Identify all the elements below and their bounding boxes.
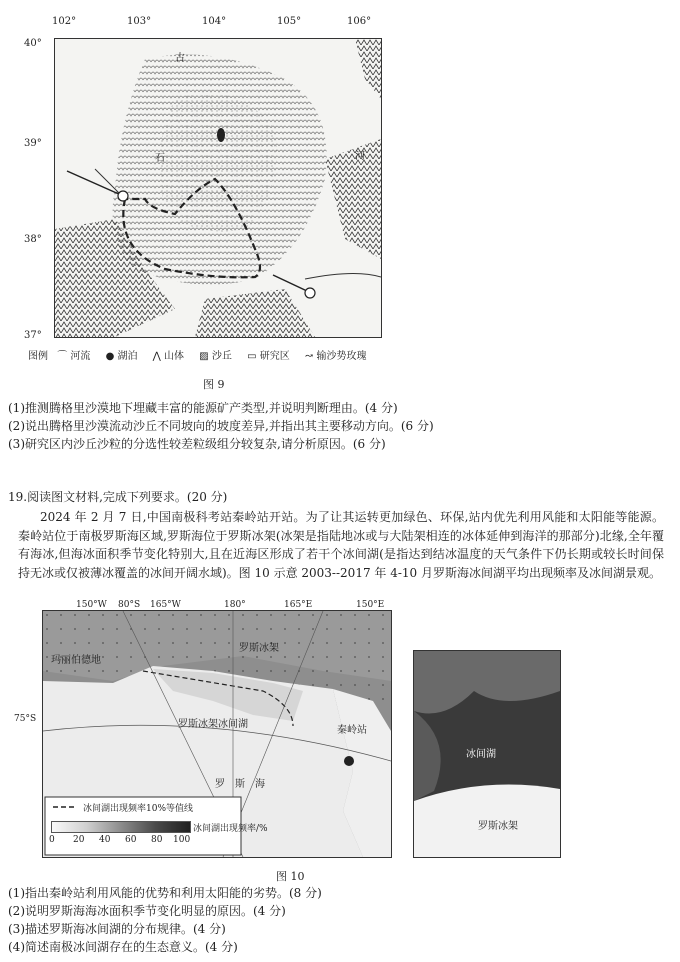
lat-label: 75°S [14, 714, 37, 724]
lat-label: 40° [24, 38, 42, 49]
lon-label: 80°S [118, 600, 141, 610]
tengger-desert-map [54, 38, 382, 338]
figure9-legend [28, 347, 378, 362]
lon-label: 102° [52, 16, 77, 27]
figure9-caption: 图 9 [203, 378, 225, 391]
lat-label: 37° [24, 330, 42, 341]
bar-tick: 20 [73, 835, 85, 845]
legend-sediment: ↝ 输沙势玫瑰 [304, 351, 367, 362]
photo-label-polynya: 冰间湖 [466, 749, 496, 760]
lon-label: 105° [277, 16, 302, 27]
legend-river: ⌒ 河流 [57, 351, 91, 362]
q19-heading: 19.阅读图文材料,完成下列要求。(20 分) [8, 490, 228, 504]
lon-label: 150°E [356, 600, 385, 610]
polynya-photo [413, 650, 561, 858]
colorbar-title: 冰间湖出现频率/% [193, 824, 268, 834]
place-label: 石 [155, 153, 165, 164]
place-label: 河 [355, 151, 365, 162]
lon-label: 165°E [284, 600, 313, 610]
place-polynya: 罗斯冰架冰间湖 [178, 719, 248, 730]
lon-label: 150°W [76, 600, 107, 610]
bar-tick: 100 [173, 835, 191, 845]
photo-label-shelf: 罗斯冰架 [478, 821, 518, 832]
fig10-question-1: (1)指出秦岭站利用风能的优势和利用太阳能的劣势。(8 分) [8, 886, 322, 900]
lon-label: 103° [127, 16, 152, 27]
legend-dune: ▨ 沙丘 [199, 351, 232, 362]
bar-tick: 80 [151, 835, 163, 845]
fig10-question-4: (4)简述南极冰间湖存在的生态意义。(4 分) [8, 940, 238, 954]
fig10-question-3: (3)描述罗斯海冰间湖的分布规律。(4 分) [8, 922, 226, 936]
fig10-question-2: (2)说明罗斯海海冰面积季节变化明显的原因。(4 分) [8, 904, 286, 918]
lon-label: 106° [347, 16, 372, 27]
bar-tick: 60 [125, 835, 137, 845]
frequency-colorbar [51, 821, 191, 833]
place-station: 秦岭站 [337, 725, 367, 736]
place-sea: 罗 斯 海 [215, 779, 265, 790]
desert-map-graphic [55, 39, 381, 337]
place-land-west: 玛丽伯德地 [51, 655, 101, 666]
fig9-question-1: (1)推测腾格里沙漠地下埋藏丰富的能源矿产类型,并说明判断理由。(4 分) [8, 401, 398, 415]
legend-contour-line: 冰间湖出现频率10%等值线 [83, 804, 194, 814]
legend-title: 图例 [28, 351, 48, 362]
lon-label: 180° [224, 600, 246, 610]
ross-sea-map [42, 610, 392, 858]
lat-label: 38° [24, 234, 42, 245]
legend-study-area: ▭ 研究区 [247, 351, 290, 362]
bar-tick: 0 [49, 835, 55, 845]
lon-label: 165°W [150, 600, 181, 610]
lon-label: 104° [202, 16, 227, 27]
fig9-question-2: (2)说出腾格里沙漠流动沙丘不同坡向的坡度差异,并指出其主要移动方向。(6 分) [8, 419, 434, 433]
figure10-caption: 图 10 [276, 870, 305, 883]
legend-mountain: ⋀ 山体 [152, 351, 185, 362]
lat-label: 39° [24, 138, 42, 149]
place-label: 古 [175, 53, 185, 64]
q19-paragraph: 2024 年 2 月 7 日,中国南极科考站秦岭站开站。为了让其运转更加绿色、环保,站内优先利用风能和太阳能等能源。秦岭站位于南极罗斯海区域,罗斯海位于罗斯冰架(冰架是指陆地冰或与大陆架相连的冰体延伸到海洋的那部分)北缘,全年覆有海冰,但海冰面积季节变化特别大,且在近海区形成了若干个冰间湖(是指达到结冰温度的天气条件下仍长期或较长时间保持无冰或仅被薄冰覆盖的冰间开阔水域)。图 10 示意 2003--2017 年 4-10 月罗斯海冰间湖平均出现频率及冰间湖景观。 [18, 510, 664, 580]
bar-tick: 40 [99, 835, 111, 845]
place-ice-shelf: 罗斯冰架 [239, 643, 279, 654]
legend-lake: ● 湖泊 [105, 351, 138, 362]
fig9-question-3: (3)研究区内沙丘沙粒的分选性较差粒级组分较复杂,请分析原因。(6 分) [8, 437, 386, 451]
